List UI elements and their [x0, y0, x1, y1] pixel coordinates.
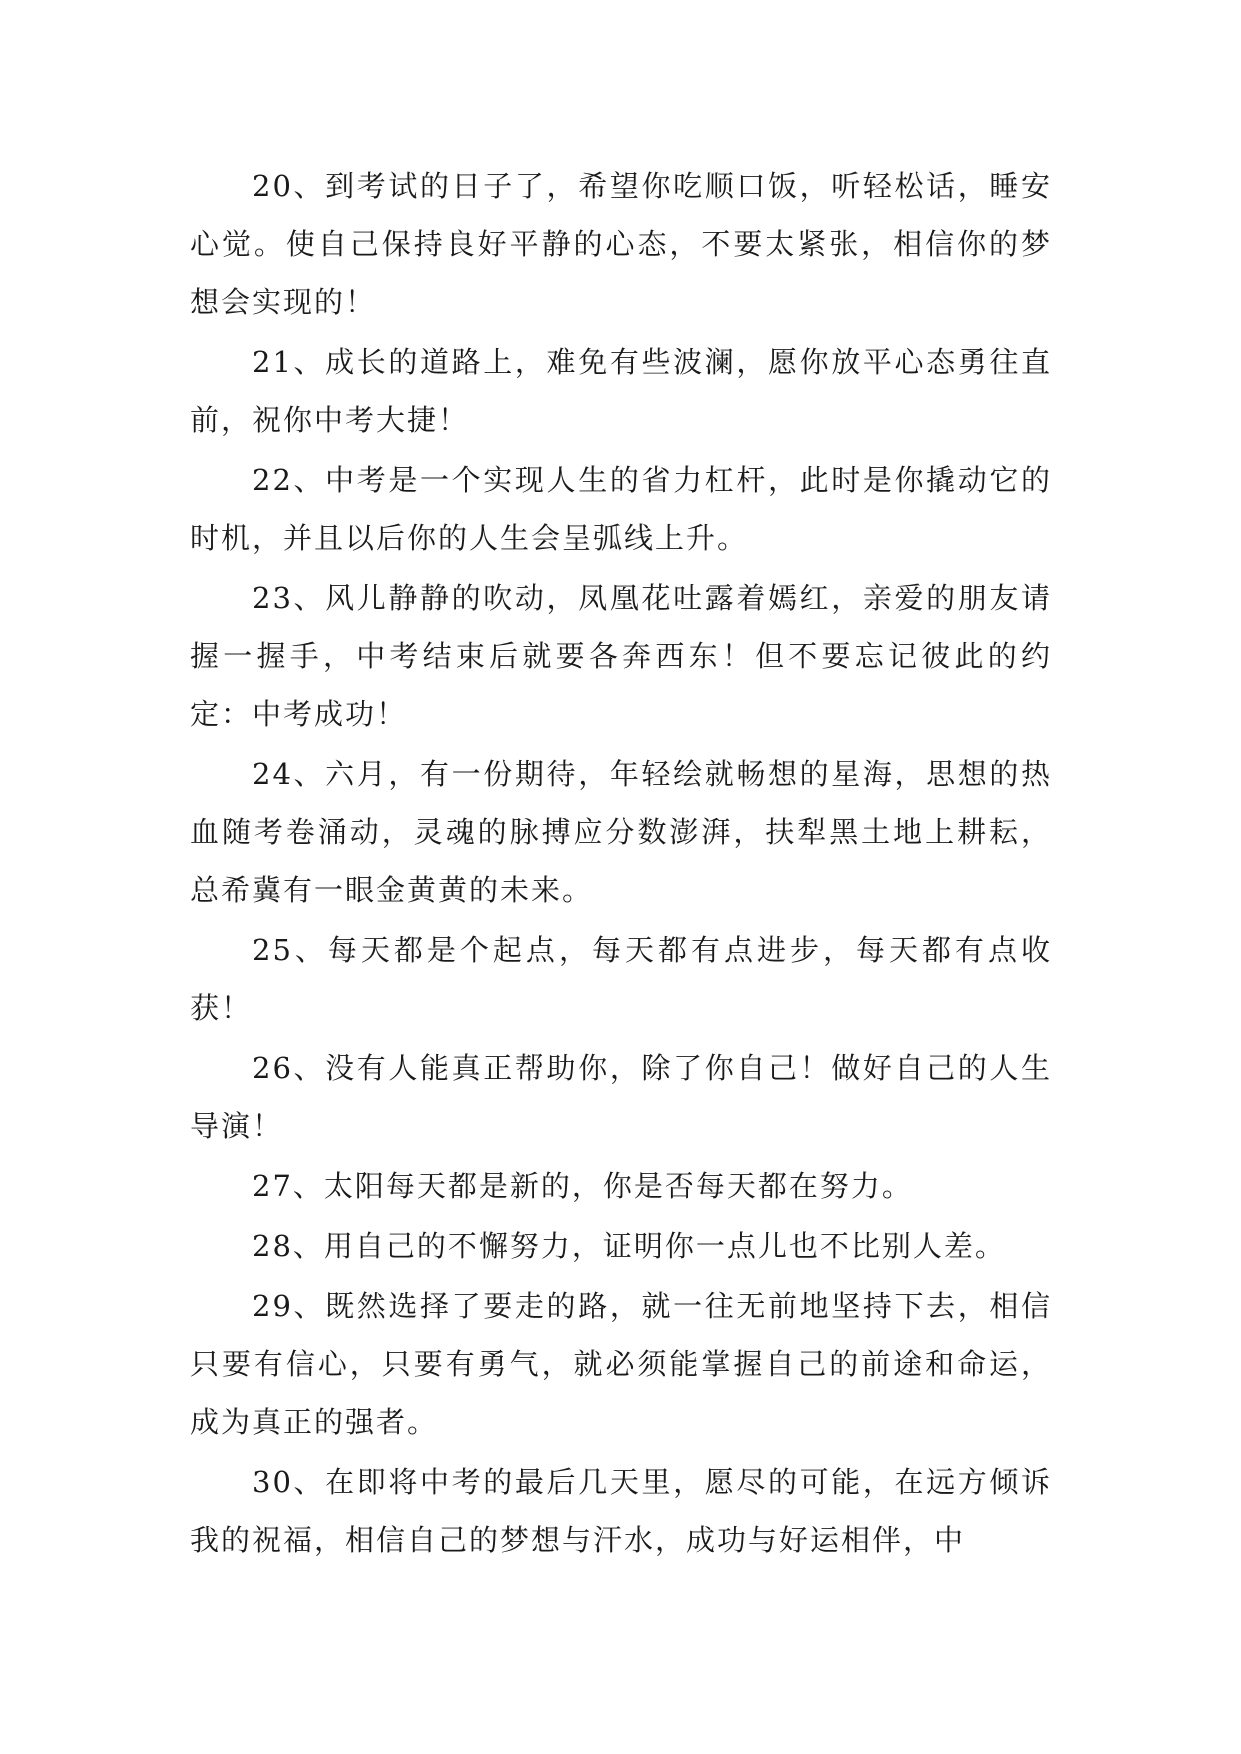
paragraph-25: 25、每天都是个起点，每天都有点进步，每天都有点收获！: [190, 933, 1052, 1025]
paragraph-29: 29、既然选择了要走的路，就一往无前地坚持下去，相信只要有信心，只要有勇气，就必须能掌握自己的前途和命运，成为真正的强者。: [190, 1289, 1052, 1439]
paragraph-28: 28、用自己的不懈努力，证明你一点儿也不比别人差。: [252, 1229, 1006, 1263]
paragraph-27: 27、太阳每天都是新的，你是否每天都在努力。: [252, 1169, 913, 1203]
paragraph-30: 30、在即将中考的最后几天里，愿尽的可能，在远方倾诉我的祝福，相信自己的梦想与汗水，成功与好运相伴，中: [190, 1465, 1052, 1557]
paragraph-24: 24、六月，有一份期待，年轻绘就畅想的星海，思想的热血随考卷涌动，灵魂的脉搏应分数澎湃，扶犁黑土地上耕耘，总希冀有一眼金黄黄的未来。: [190, 757, 1052, 907]
document-body: [190, 157, 1052, 1571]
paragraph-20: 20、到考试的日子了，希望你吃顺口饭，听轻松话，睡安心觉。使自己保持良好平静的心态，不要太紧张，相信你的梦想会实现的！: [190, 169, 1052, 319]
paragraph-21: 21、成长的道路上，难免有些波澜，愿你放平心态勇往直前，祝你中考大捷！: [190, 345, 1052, 437]
paragraph-22: 22、中考是一个实现人生的省力杠杆，此时是你撬动它的时机，并且以后你的人生会呈弧线上升。: [190, 463, 1052, 555]
paragraph-26: 26、没有人能真正帮助你，除了你自己！做好自己的人生导演！: [190, 1051, 1052, 1143]
paragraph-23: 23、风儿静静的吹动，凤凰花吐露着嫣红，亲爱的朋友请握一握手，中考结束后就要各奔西东！但不要忘记彼此的约定：中考成功！: [190, 581, 1052, 731]
